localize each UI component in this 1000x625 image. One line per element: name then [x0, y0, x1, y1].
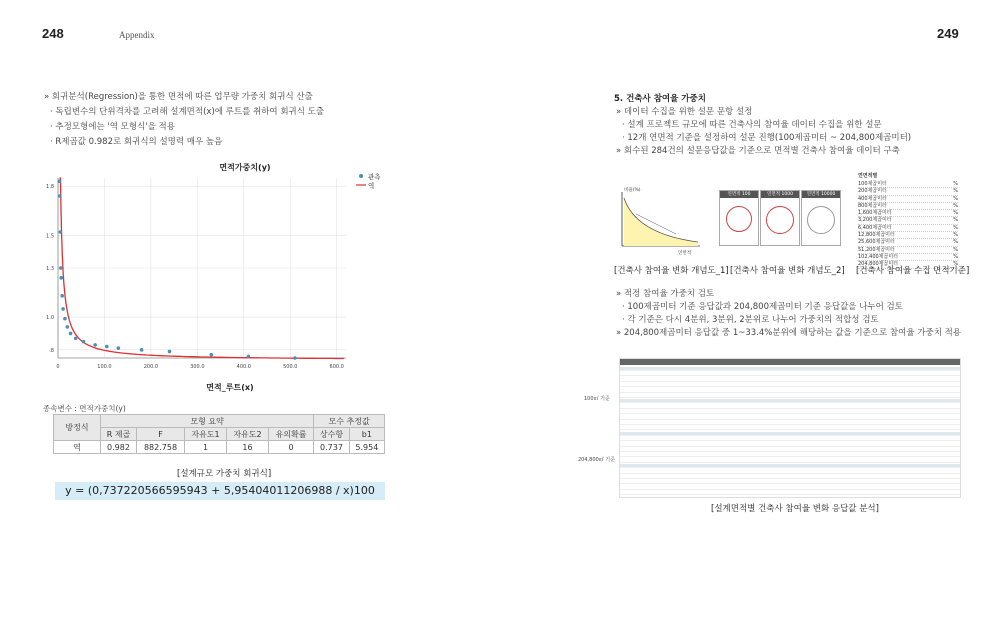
x-tick-label: 300.0 [190, 364, 205, 370]
table-row [620, 410, 960, 414]
table-cell: 5.954 [349, 441, 384, 454]
bullet-item: » 데이터 수집을 위한 설문 문항 설정 [616, 107, 753, 117]
x-tick-label: 500.0 [283, 364, 298, 370]
area-list-title: 연면적별 [858, 173, 878, 179]
table-cell: 0.737 [314, 441, 350, 454]
table-rows [620, 365, 960, 495]
area-list-item: 800제곱미터 % [858, 202, 958, 209]
data-point [58, 179, 62, 183]
area-list-item: 51,200제곱미터 % [858, 246, 958, 253]
table-col-header: R 제곱 [101, 428, 137, 441]
area-list-item: 12,800제곱미터 % [858, 232, 958, 239]
bullet-item: · 추정모형에는 '역 모형식'을 적용 [50, 122, 175, 132]
y-tick-label: .8 [49, 347, 54, 354]
data-point [140, 348, 144, 352]
bullet-item: · R제곱값 0.982로 회귀식의 설명력 매우 높음 [50, 137, 223, 147]
area-list-item: 3,200제곱미터 % [858, 217, 958, 224]
area-box-label: 연면적 100 [720, 191, 758, 198]
bullet-item: » 회귀분석(Regression)을 통한 면적에 따른 업무량 가중치 회귀식 산출 [44, 92, 313, 102]
table-col-header: 자유도1 [185, 428, 227, 441]
x-tick-label: 400.0 [236, 364, 251, 370]
area-box-label: 연면적 1000 [761, 191, 799, 198]
data-point [65, 325, 69, 329]
concept-diagram-2 [719, 190, 839, 246]
observed-points [58, 179, 297, 359]
data-point [82, 340, 86, 344]
diagram-y-label: 비율(%) [624, 188, 641, 193]
table-col-header: 상수항 [314, 428, 350, 441]
table-row-label: 역 [54, 441, 101, 454]
data-point [247, 355, 251, 359]
regression-chart [40, 158, 390, 393]
running-header: Appendix [119, 30, 155, 40]
table-cell: 16 [226, 441, 268, 454]
x-tick-label: 100.0 [97, 364, 112, 370]
table-row [620, 405, 960, 409]
area-list-item: 400제곱미터 % [858, 195, 958, 202]
table-col-header: b1 [349, 428, 384, 441]
table-row [620, 426, 960, 430]
table-row [620, 399, 960, 403]
data-point [59, 266, 63, 270]
table-header-model: 모형 요약 [101, 415, 314, 428]
regression-formula: y = (0,737220566595943 + 5,95404011206988 / x)100 [55, 482, 385, 500]
data-point [168, 350, 172, 354]
table-row [620, 480, 960, 484]
area-list-item: 25,600제곱미터 % [858, 239, 958, 246]
diagram-caption-1: [건축사 참여율 변화 개념도_1] [614, 266, 729, 276]
table-row [620, 389, 960, 393]
table-row [620, 394, 960, 398]
x-tick-label: 600.0 [329, 364, 344, 370]
left-bullet-list [44, 90, 324, 150]
bullet-item: » 회수된 284건의 설문응답값을 기준으로 면적별 건축사 참여율 데이터 구축 [616, 146, 900, 156]
table-row [620, 475, 960, 479]
data-point [93, 343, 97, 347]
chart-grid [58, 178, 346, 358]
data-point [60, 294, 64, 298]
table-caption: 종속변수 : 면적가중치(y) [43, 404, 126, 413]
table-col-header: F [137, 428, 185, 441]
table-row [620, 378, 960, 382]
response-analysis-table [619, 358, 961, 498]
y-tick-label: 1.8 [46, 184, 54, 191]
area-list-item: 6,400제곱미터 % [858, 224, 958, 231]
area-box-3 [801, 190, 841, 246]
formula-title: [설계규모 가중치 회귀식] [177, 469, 272, 479]
model-summary-table [53, 414, 385, 454]
table-col-header: 유의확률 [268, 428, 313, 441]
data-point [59, 230, 63, 234]
table-row [620, 367, 960, 371]
analysis-caption: [설계면적별 건축사 참여율 변화 응답값 분석] [711, 504, 879, 514]
table-row [620, 383, 960, 387]
right-page-number: 249 [937, 26, 959, 41]
area-list-item: 204,800제곱미터 % [858, 261, 958, 268]
concept-diagram-1 [616, 184, 706, 256]
table-row [620, 432, 960, 436]
data-point [209, 353, 213, 357]
diagram-x-label: 연면적 [678, 251, 692, 256]
table-row [620, 437, 960, 441]
bullet-item: · 100제곱미터 기준 응답값과 204,800제곱미터 기준 응답값을 나누어 검토 [622, 302, 903, 312]
side-label-204800: 204,800㎡ 기준 [578, 457, 615, 463]
area-box-1 [719, 190, 759, 246]
legend-label-curve: 역 [368, 182, 375, 190]
table-header-method: 방정식 [54, 415, 101, 441]
right-bullet-list-1 [616, 106, 911, 158]
y-tick-label: 1.5 [46, 233, 54, 240]
table-cell: 1 [185, 441, 227, 454]
legend-marker-observed [359, 174, 363, 178]
data-point [293, 356, 297, 360]
table-row [620, 464, 960, 468]
table-row [620, 421, 960, 425]
chart-svg [40, 158, 390, 393]
bullet-item: · 독립변수의 단위격차를 고려해 설계면적(x)에 루트를 취하여 회귀식 도출 [50, 107, 325, 117]
table-row [620, 453, 960, 457]
diagram-caption-2: [건축사 참여율 변화 개념도_2] [730, 266, 845, 276]
side-label-100: 100㎡ 기준 [584, 396, 610, 402]
area-list-item: 1,600제곱미터 % [858, 210, 958, 217]
bullet-item: » 적정 참여율 가중치 검토 [616, 289, 715, 299]
chart-xlabel: 면적_루트(x) [206, 383, 254, 392]
chart-legend [356, 172, 381, 190]
x-tick-label: 0 [56, 364, 60, 370]
table-row [620, 448, 960, 452]
table-row [620, 486, 960, 490]
table-row [620, 459, 960, 463]
bullet-item: · 각 기준은 다시 4분위, 3분위, 2분위로 나누어 가중치의 적합성 검토 [622, 315, 879, 325]
data-point [105, 345, 109, 349]
area-list-item: 102,400제곱미터 % [858, 253, 958, 260]
chart-title: 면적가중치(y) [219, 163, 271, 172]
data-point [63, 317, 67, 321]
area-list-rows [858, 181, 958, 269]
table-cell: 0 [268, 441, 313, 454]
table-cell: 0.982 [101, 441, 137, 454]
concept-diagram-1-svg [616, 184, 706, 256]
x-tick-label: 200.0 [143, 364, 159, 370]
y-tick-label: 1.0 [46, 315, 54, 322]
data-point [58, 194, 62, 198]
table-header-param: 모수 추정값 [314, 415, 385, 428]
area-list-item: 200제곱미터 % [858, 188, 958, 195]
data-point [69, 332, 73, 336]
left-page-number: 248 [42, 26, 64, 41]
bullet-item: · 설계 프로젝트 규모에 따른 건축사의 참여율 데이터 수집을 위한 설문 [622, 120, 882, 130]
data-point [61, 307, 65, 311]
table-row [620, 443, 960, 447]
area-criteria-list [858, 172, 958, 269]
area-list-item: 100제곱미터 % [858, 181, 958, 187]
legend-label-observed: 관측 [368, 173, 381, 181]
right-bullet-list-2 [616, 288, 961, 340]
table-row [620, 491, 960, 495]
section-title: 5. 건축사 참여율 가중치 [614, 94, 706, 104]
bullet-item: » 204,800제곱미터 응답값 중 1~33.4%분위에 해당하는 값을 기준으로 참여율 가중치 적용 [616, 328, 962, 338]
table-row [620, 416, 960, 420]
area-box-2 [760, 190, 800, 246]
data-point [74, 337, 78, 341]
y-tick-label: 1.3 [46, 266, 54, 272]
table-row [620, 372, 960, 376]
data-point [117, 346, 121, 350]
table-col-header: 자유도2 [226, 428, 268, 441]
chart-axes [46, 178, 346, 370]
area-box-label: 연면적 10000 [802, 191, 840, 198]
table-row [620, 470, 960, 474]
table-cell: 882.758 [137, 441, 185, 454]
diagram-caption-3: [건축사 참여율 수집 면적기준] [856, 266, 970, 276]
bullet-item: · 12개 연면적 기준을 설정하여 설문 진행(100제곱미터 ~ 204,800제곱미터) [622, 133, 912, 143]
data-point [59, 276, 63, 280]
